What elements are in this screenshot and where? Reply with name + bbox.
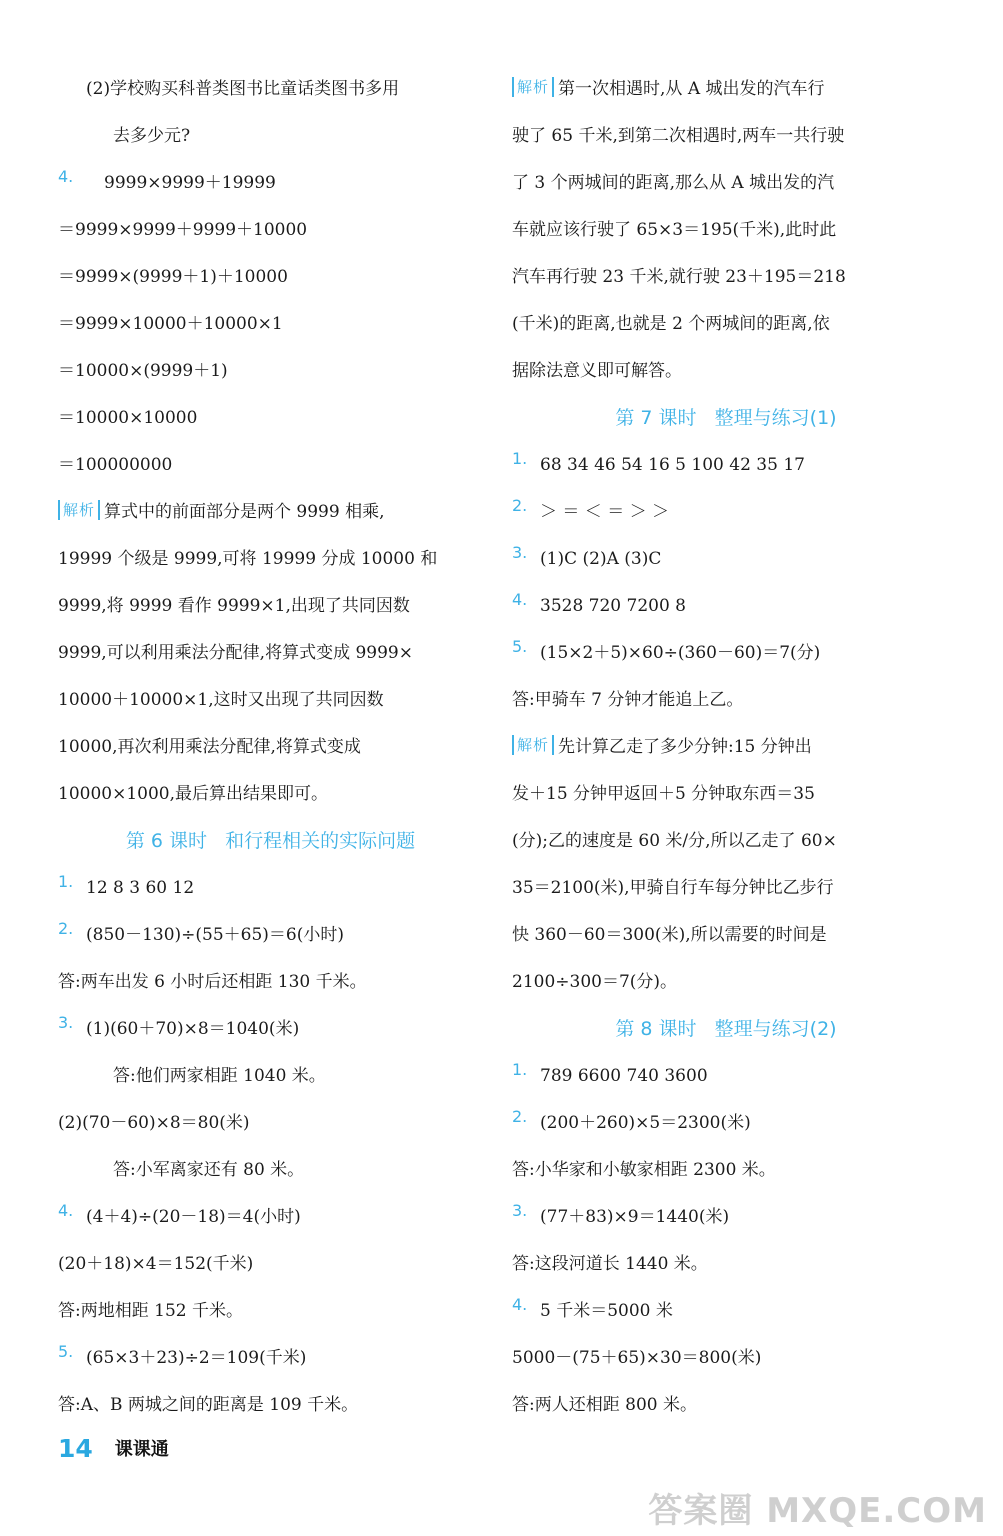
- page-footer: [58, 1428, 169, 1468]
- line-text: ＝9999×(9999＋1)＋10000: [58, 267, 288, 287]
- answer-line: [58, 442, 483, 489]
- line-text: 车就应该行驶了 65×3＝195(千米),此时此: [512, 220, 837, 240]
- line-text: ＝10000×(9999＋1): [58, 361, 228, 381]
- answer-line: [58, 630, 483, 677]
- question-number: 2.: [512, 496, 528, 515]
- analysis-line: [58, 489, 483, 536]
- analysis-tag: 解析: [58, 500, 100, 520]
- line-text: (15×2＋5)×60÷(360－60)＝7(分): [540, 643, 821, 663]
- analysis-tag: 解析: [512, 77, 554, 97]
- question-number: 4.: [58, 1201, 74, 1220]
- line-text: (4＋4)÷(20－18)＝4(小时): [86, 1207, 301, 1227]
- section-heading: 第 8 课时 整理与练习(2): [615, 1018, 837, 1040]
- line-text: 5 千米＝5000 米: [540, 1301, 673, 1321]
- line-text: 汽车再行驶 23 千米,就行驶 23＋195＝218: [512, 267, 846, 287]
- question-number: 3.: [512, 1201, 528, 1220]
- answer-line: [58, 160, 483, 207]
- answer-line: [512, 1382, 940, 1429]
- answer-line: [58, 865, 483, 912]
- line-text: ＝100000000: [58, 455, 173, 475]
- answer-line: [512, 912, 940, 959]
- answer-line: [512, 1100, 940, 1147]
- answer-line: [512, 583, 940, 630]
- answer-line: [512, 818, 940, 865]
- line-text: 第一次相遇时,从 A 城出发的汽车行: [558, 79, 825, 99]
- answer-line: [58, 113, 483, 160]
- line-text: 算式中的前面部分是两个 9999 相乘,: [104, 502, 385, 522]
- question-number: 5.: [512, 637, 528, 656]
- line-text: 答:小军离家还有 80 米。: [113, 1160, 305, 1180]
- section-heading: 第 7 课时 整理与练习(1): [615, 407, 837, 429]
- answer-line: [512, 1147, 940, 1194]
- page-number: 14: [58, 1433, 93, 1463]
- line-text: 5000－(75＋65)×30＝800(米): [512, 1348, 762, 1368]
- answer-line: [512, 160, 940, 207]
- line-text: 68 34 46 54 16 5 100 42 35 17: [540, 455, 805, 475]
- answer-line: [58, 1100, 483, 1147]
- question-number: 2.: [512, 1107, 528, 1126]
- line-text: 答:小华家和小敏家相距 2300 米。: [512, 1160, 776, 1180]
- answer-line: [512, 1335, 940, 1382]
- line-text: 789 6600 740 3600: [540, 1066, 708, 1086]
- answer-line: [58, 1147, 483, 1194]
- answer-line: [58, 959, 483, 1006]
- answer-line: [512, 301, 940, 348]
- line-text: 答:两地相距 152 千米。: [58, 1301, 243, 1321]
- line-text: 驶了 65 千米,到第二次相遇时,两车一共行驶: [512, 126, 845, 146]
- brand-name: 课课通: [114, 1439, 169, 1460]
- line-text: (2)学校购买科普类图书比童话类图书多用: [86, 79, 400, 99]
- answer-line: [58, 583, 483, 630]
- line-text: 据除法意义即可解答。: [512, 361, 682, 381]
- answer-line: [58, 1053, 483, 1100]
- answer-line: [512, 1288, 940, 1335]
- line-text: (850－130)÷(55＋65)＝6(小时): [86, 925, 345, 945]
- line-text: 35＝2100(米),甲骑自行车每分钟比乙步行: [512, 878, 834, 898]
- answer-line: [58, 677, 483, 724]
- answer-line: [512, 677, 940, 724]
- line-text: ＝10000×10000: [58, 408, 198, 428]
- answer-line: [58, 66, 483, 113]
- line-text: 9999,可以利用乘法分配律,将算式变成 9999×: [58, 643, 413, 663]
- line-text: 了 3 个两城间的距离,那么从 A 城出发的汽: [512, 173, 835, 193]
- line-text: 9999×9999＋19999: [104, 173, 276, 193]
- question-number: 1.: [58, 872, 74, 891]
- line-text: 10000＋10000×1,这时又出现了共同因数: [58, 690, 384, 710]
- question-number: 3.: [512, 543, 528, 562]
- answer-line: [58, 395, 483, 442]
- right-column: [512, 66, 940, 1429]
- answer-line: [58, 536, 483, 583]
- question-number: 3.: [58, 1013, 74, 1032]
- line-text: (千米)的距离,也就是 2 个两城间的距离,依: [512, 314, 830, 334]
- watermark-logo: 答案圈 MXQE.COM: [648, 1491, 987, 1531]
- question-number: 4.: [512, 590, 528, 609]
- question-number: 4.: [512, 1295, 528, 1314]
- line-text: 答:他们两家相距 1040 米。: [113, 1066, 326, 1086]
- answer-line: [512, 113, 940, 160]
- line-text: 10000×1000,最后算出结果即可。: [58, 784, 328, 804]
- question-number: 5.: [58, 1342, 74, 1361]
- answer-line: [512, 254, 940, 301]
- line-text: (分);乙的速度是 60 米/分,所以乙走了 60×: [512, 831, 837, 851]
- answer-line: [58, 1241, 483, 1288]
- answer-line: [512, 959, 940, 1006]
- analysis-tag: 解析: [512, 735, 554, 755]
- line-text: (200＋260)×5＝2300(米): [540, 1113, 751, 1133]
- answer-line: [58, 771, 483, 818]
- answer-line: [58, 1288, 483, 1335]
- answer-line: [512, 630, 940, 677]
- line-text: 快 360－60＝300(米),所以需要的时间是: [512, 925, 827, 945]
- line-text: 发＋15 分钟甲返回＋5 分钟取东西＝35: [512, 784, 815, 804]
- line-text: 答:两车出发 6 小时后还相距 130 千米。: [58, 972, 367, 992]
- answer-line: [512, 348, 940, 395]
- line-text: (20＋18)×4＝152(千米): [58, 1254, 254, 1274]
- answer-line: [512, 207, 940, 254]
- analysis-line: [512, 724, 940, 771]
- answer-line: [512, 536, 940, 583]
- line-text: 9999,将 9999 看作 9999×1,出现了共同因数: [58, 596, 410, 616]
- line-text: (77＋83)×9＝1440(米): [540, 1207, 730, 1227]
- answer-line: [512, 865, 940, 912]
- line-text: (65×3＋23)÷2＝109(千米): [86, 1348, 307, 1368]
- line-text: 答:甲骑车 7 分钟才能追上乙。: [512, 690, 744, 710]
- answer-line: [58, 1335, 483, 1382]
- question-number: 2.: [58, 919, 74, 938]
- question-number: 4.: [58, 167, 74, 186]
- line-text: 答:这段河道长 1440 米。: [512, 1254, 708, 1274]
- question-number: 1.: [512, 1060, 528, 1079]
- answer-line: [58, 348, 483, 395]
- answer-line: [512, 442, 940, 489]
- line-text: 答:两人还相距 800 米。: [512, 1395, 697, 1415]
- line-text: (1)(60＋70)×8＝1040(米): [86, 1019, 300, 1039]
- answer-line: [512, 1053, 940, 1100]
- answer-line: [58, 724, 483, 771]
- line-text: 10000,再次利用乘法分配律,将算式变成: [58, 737, 361, 757]
- line-text: 2100÷300＝7(分)。: [512, 972, 678, 992]
- line-text: 去多少元?: [113, 126, 191, 146]
- line-text: (1)C (2)A (3)C: [540, 549, 662, 569]
- question-number: 1.: [512, 449, 528, 468]
- left-column: [58, 66, 483, 1429]
- answer-line: [58, 301, 483, 348]
- answer-line: [512, 1194, 940, 1241]
- line-text: 19999 个级是 9999,可将 19999 分成 10000 和: [58, 549, 438, 569]
- section-heading: 第 6 课时 和行程相关的实际问题: [125, 830, 416, 852]
- answer-line: [512, 489, 940, 536]
- line-text: 答:A、B 两城之间的距离是 109 千米。: [58, 1395, 359, 1415]
- answer-line: [58, 1194, 483, 1241]
- line-text: 先计算乙走了多少分钟:15 分钟出: [558, 737, 812, 757]
- answer-line: [58, 207, 483, 254]
- line-text: ＞ ＝ ＜ ＝ ＞ ＞: [540, 502, 670, 522]
- answer-line: [512, 1241, 940, 1288]
- analysis-line: [512, 66, 940, 113]
- line-text: ＝9999×9999＋9999＋10000: [58, 220, 308, 240]
- answer-line: [512, 771, 940, 818]
- line-text: ＝9999×10000＋10000×1: [58, 314, 283, 334]
- answer-line: [58, 1382, 483, 1429]
- line-text: 3528 720 7200 8: [540, 596, 687, 616]
- answer-line: [58, 1006, 483, 1053]
- line-text: 12 8 3 60 12: [86, 878, 195, 898]
- answer-line: [58, 912, 483, 959]
- answer-line: [58, 254, 483, 301]
- line-text: (2)(70－60)×8＝80(米): [58, 1113, 250, 1133]
